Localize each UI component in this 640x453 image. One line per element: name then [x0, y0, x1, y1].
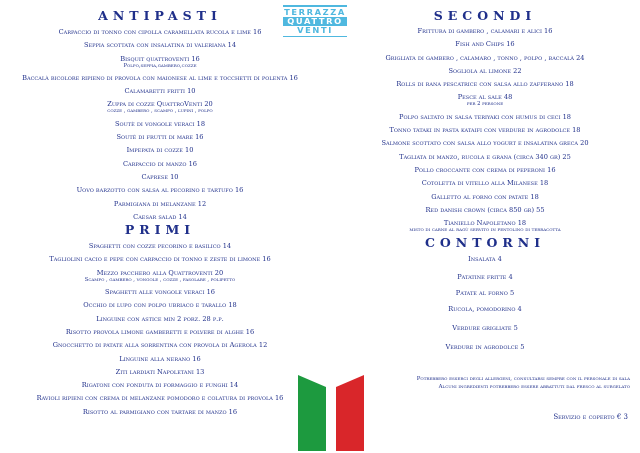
menu-item: Soutè di frutti di mare 16	[116, 133, 204, 142]
flag-red-stripe	[336, 375, 364, 451]
left-column	[0, 0, 320, 421]
menu-item: Carpaccio di manzo 16	[122, 159, 197, 168]
menu-item: Ziti lardiati Napoletani 13	[115, 367, 205, 376]
menu-item: Galletto al forno con patate 18	[431, 192, 539, 201]
menu-item: Tonno tataki in pasta kataifi con verdure in agrodolce 18	[389, 126, 581, 135]
service-charge: Servizio e coperto € 3	[553, 413, 628, 421]
antipasti-list	[0, 28, 320, 221]
menu-item: Grigliata di gambero , calamaro , tonno , polpo , baccalà 24	[385, 53, 585, 62]
menu-item: Spaghetti con cozze pecorino e basilico 14	[88, 242, 232, 251]
menu-item: Bisquit quattroventi 16 Polpo,seppia,gambero,cozze	[0, 55, 320, 69]
menu-item: Risotto provola limone gamberetti e polvere di alghe 16	[65, 327, 255, 336]
menu-item: Mezzo pacchero alla Quattroventi 20 Scampo , gambero , vongole , cozze , fasolare , polipetto	[0, 269, 320, 283]
menu-item: Parmigiana di melanzane 12	[113, 199, 207, 208]
menu-item: Impepata di cozze 10	[126, 146, 194, 155]
menu-item: Rolls di rana pescatrice con salsa allo zafferano 18	[396, 80, 574, 89]
red-band	[336, 375, 364, 451]
menu-item: Tagliolini cacio e pepe con carpaccio di tonno e zeste di limone 16	[49, 255, 271, 264]
menu-item: Patatine fritte 4	[457, 273, 513, 282]
menu-item: Tianiello Napoletano 18 misto di carne al ragù servito in pentolino di terracotta	[330, 219, 640, 233]
logo-line-2: QUATTRO	[283, 17, 347, 26]
menu-item: Patate al forno 5	[455, 289, 515, 298]
menu-item: Pollo croccante con crema di peperoni 16	[414, 165, 556, 174]
menu-item: Spaghetti alle vongole veraci 16	[105, 288, 215, 297]
antipasti-title: ANTIPASTI	[98, 8, 222, 23]
menu-item: Occhio di lupo con polpo ubriaco e tarallo 18	[83, 301, 237, 310]
menu-item: Fish and Chips 16	[455, 40, 515, 49]
menu-item: Polpo saltato in salsa teriyaki con humus di ceci 18	[399, 112, 571, 121]
menu-item: Uovo barzotto con salsa al pecorino e tartufo 16	[76, 186, 244, 195]
contorni-title: CONTORNI	[424, 235, 546, 251]
menu-item: Linguine alla nerano 16	[119, 354, 201, 363]
menu-item: Linguine con astice min 2 porz. 28 p.p.	[96, 314, 224, 323]
menu-item: Insalata 4	[468, 255, 502, 264]
green-band	[298, 375, 326, 451]
contorni-list	[330, 255, 640, 351]
menu-item: Cotoletta di vitello alla Milanese 18	[421, 179, 549, 188]
menu-item: Rucola, pomodorino 4	[448, 305, 522, 314]
primi-list	[0, 242, 320, 416]
menu-item: Carpaccio di tonno con cipolla caramellata rucola e lime 16	[58, 28, 262, 36]
allergen-notes	[417, 376, 630, 391]
menu-item: Zuppa di cozze QuattroVenti 20 cozze , gambero , scampo , lupini , polpo	[0, 100, 320, 114]
logo-line-1: TERRAZZA	[284, 6, 346, 17]
menu-item: Sogliola al limone 22	[448, 66, 522, 75]
menu-item: Calamaretti fritti 10	[124, 87, 196, 96]
menu-item: Soutè di vongole veraci 18	[114, 119, 206, 128]
menu-item: Rigatoni con fonduta di formaggio e funghi 14	[81, 381, 239, 390]
menu-item: Risotto al parmigiano con tartare di manzo 16	[82, 407, 238, 416]
menu-item: Pesce al sale 48 per 2 persone	[330, 93, 640, 107]
primi-title: PRIMI	[124, 222, 196, 238]
menu-item-note: Polpo,seppia,gambero,cozze	[123, 62, 197, 69]
menu-item: Caesar salad 14	[133, 212, 187, 221]
right-column	[330, 0, 640, 356]
menu-item: Baccalà bicolore ripieno di provola con maionese al lime e tocchetti di polenta 16	[22, 73, 298, 82]
menu-item: Frittura di gambero , calamari e alici 16	[417, 27, 553, 35]
menu-item-note: cozze , gambero , scampo , lupini , polpo	[107, 108, 213, 115]
menu-item: Ravioli ripieni con crema di melanzane pomodoro e colatura di provola 16	[36, 394, 284, 403]
menu-item: Gnocchetto di patate alla sorrentina con provola di Agerola 12	[52, 341, 268, 350]
menu-item: Salmone scottato con salsa allo yogurt e insalatina greca 20	[381, 139, 589, 148]
menu-item-note: per 2 persone	[466, 101, 504, 108]
secondi-title: SECONDI	[433, 8, 537, 23]
menu-item-note: Scampo , gambero , vongole , cozze , fasolare , polipetto	[84, 276, 236, 283]
menu-item: Caprese 10	[141, 172, 179, 181]
logo-line-3: VENTI	[297, 24, 333, 35]
freezing-note: Alcuni ingredienti potrebbero essere abbattuti dal fresco al surgelato	[438, 383, 630, 390]
allergen-note: Potrebbero esserci degli allergeni, consultarsi sempre con il personale di sala	[416, 376, 630, 382]
menu-item: Verdure in agrodolce 5	[445, 343, 525, 352]
menu-item-note: misto di carne al ragù servito in pentolino di terracotta	[409, 227, 561, 234]
secondi-list	[330, 27, 640, 233]
menu-item: Seppia scottata con insalatina di valeriana 14	[83, 41, 237, 50]
menu-item: Verdure grigliate 5	[452, 324, 518, 333]
flag-green-stripe	[298, 375, 326, 451]
menu-item: Tagliata di manzo, rucola e grana (circa 340 gr) 25	[399, 152, 571, 161]
menu-item: Red danish crown (circa 850 gr) 55	[425, 205, 545, 214]
